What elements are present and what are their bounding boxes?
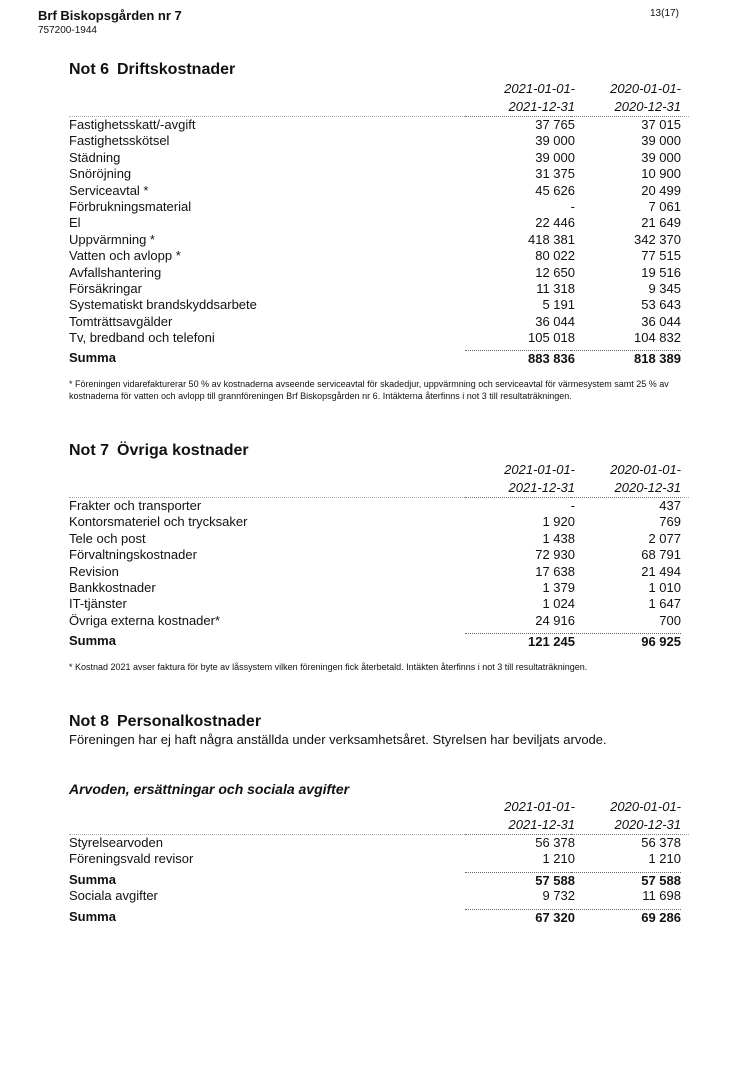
note-8-table — [69, 834, 689, 925]
table-row: Revision 17 638 21 494 — [69, 563, 681, 579]
note-6-period-header — [69, 80, 689, 116]
page-number: 13(17) — [650, 8, 679, 19]
note-7-table — [69, 497, 689, 650]
sum-row: Summa 57 588 57 588 — [69, 871, 681, 888]
current-period-column-header: 2021-01-01- 2021-12-31 — [465, 798, 575, 835]
note-7-number: Not 7 — [69, 442, 109, 459]
table-row: El 22 446 21 649 — [69, 215, 681, 231]
table-row: Tv, bredband och telefoni 105 018 104 832 — [69, 330, 681, 346]
table-row: Förbrukningsmaterial - 7 061 — [69, 198, 681, 214]
table-row: Förvaltningskostnader 72 930 68 791 — [69, 547, 681, 563]
note-7-footnote: * Kostnad 2021 avser faktura för byte av låssystem vilken föreningen fick återbetald. Intäkten återfinns i not 3 till resultaträkningen. — [69, 662, 588, 672]
table-row: Bankkostnader 1 379 1 010 — [69, 579, 681, 595]
note-8-intro: Föreningen har ej haft några anställda under verksamhetsåret. Styrelsen har beviljats arvode. — [69, 732, 607, 747]
table-row: IT-tjänster 1 024 1 647 — [69, 596, 681, 612]
note-8-period-header — [69, 798, 689, 834]
table-row: Kontorsmateriel och trycksaker 1 920 769 — [69, 514, 681, 530]
note-6-section — [69, 60, 689, 367]
table-row: Vatten och avlopp * 80 022 77 515 — [69, 248, 681, 264]
note-6-number: Not 6 — [69, 61, 109, 78]
table-row: Sociala avgifter 9 732 11 698 — [69, 888, 681, 904]
note-6-title: Driftskostnader — [117, 61, 236, 78]
prior-period-column-header: 2020-01-01- 2020-12-31 — [571, 798, 681, 835]
sum-row: Summa 67 320 69 286 — [69, 908, 681, 925]
note-8-subtitle: Arvoden, ersättningar och sociala avgifter — [69, 781, 350, 797]
table-row: Fastighetsskötsel 39 000 39 000 — [69, 133, 681, 149]
table-row: Styrelsearvoden 56 378 56 378 — [69, 835, 681, 850]
note-8-fees-section — [69, 780, 689, 925]
note-6-footnote: * Föreningen vidarefakturerar 50 % av kostnaderna avseende serviceavtal för skadedjur, uppvärmning och serviceavtal för värmesystem samt 25 % av kostnaderna för vatten och avlopp till grannföreningen Brf Biskopsgården nr 6. Intäkterna återfinns i not 3 till resultaträkningen. — [69, 379, 669, 401]
note-6-heading — [69, 60, 689, 80]
table-row: Frakter och transporter - 437 — [69, 498, 681, 513]
note-8-heading — [69, 712, 689, 732]
table-row: Fastighetsskatt/-avgift 37 765 37 015 — [69, 117, 681, 132]
note-7-section — [69, 441, 689, 650]
table-row: Städning 39 000 39 000 — [69, 149, 681, 165]
note-6-table — [69, 116, 689, 367]
table-row: Uppvärmning * 418 381 342 370 — [69, 231, 681, 247]
table-row: Serviceavtal * 45 626 20 499 — [69, 182, 681, 198]
note-8-section — [69, 712, 689, 748]
note-8-number: Not 8 — [69, 713, 109, 730]
organization-number: 757200-1944 — [38, 25, 97, 36]
table-row: Försäkringar 11 318 9 345 — [69, 280, 681, 296]
prior-period-column-header: 2020-01-01- 2020-12-31 — [571, 461, 681, 498]
note-7-title: Övriga kostnader — [117, 442, 249, 459]
table-row: Snöröjning 31 375 10 900 — [69, 166, 681, 182]
current-period-column-header: 2021-01-01- 2021-12-31 — [465, 80, 575, 117]
table-row: Tele och post 1 438 2 077 — [69, 530, 681, 546]
table-row: Föreningsvald revisor 1 210 1 210 — [69, 851, 681, 867]
sum-row: Summa 883 836 818 389 — [69, 350, 681, 367]
sum-row: Summa 121 245 96 925 — [69, 633, 681, 650]
current-period-column-header: 2021-01-01- 2021-12-31 — [465, 461, 575, 498]
table-row: Övriga externa kostnader* 24 916 700 — [69, 612, 681, 628]
table-row: Avfallshantering 12 650 19 516 — [69, 264, 681, 280]
note-7-heading — [69, 441, 689, 461]
note-7-period-header — [69, 461, 689, 497]
organization-name: Brf Biskopsgården nr 7 — [38, 8, 182, 23]
note-8-title: Personalkostnader — [117, 713, 262, 730]
prior-period-column-header: 2020-01-01- 2020-12-31 — [571, 80, 681, 117]
table-row: Tomträttsavgälder 36 044 36 044 — [69, 313, 681, 329]
table-row: Systematiskt brandskyddsarbete 5 191 53 643 — [69, 297, 681, 313]
